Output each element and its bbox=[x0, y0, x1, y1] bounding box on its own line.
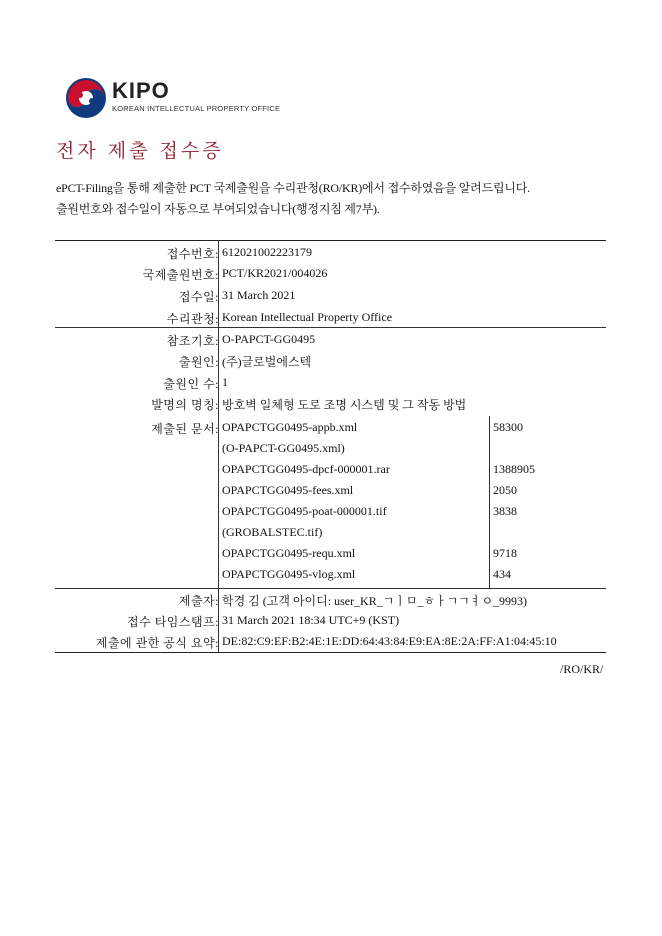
kipo-logo-icon bbox=[66, 78, 106, 118]
document-row bbox=[55, 567, 606, 587]
document-name: OPAPCTGG0495-appb.xml bbox=[222, 420, 358, 434]
document-name: OPAPCTGG0495-vlog.xml bbox=[222, 567, 356, 581]
timestamp-value: 31 March 2021 18:34 UTC+9 (KST) bbox=[222, 613, 400, 627]
timestamp-label: 접수 타임스탬프: bbox=[127, 615, 219, 629]
document-size: 58300 bbox=[493, 420, 523, 434]
document-subname-row bbox=[55, 525, 606, 545]
document-name: OPAPCTGG0495-fees.xml bbox=[222, 483, 354, 497]
submitter-row bbox=[55, 592, 606, 612]
intro-line-2: 출원번호와 접수일이 자동으로 부여되었습니다(행정지침 제7부). bbox=[56, 202, 380, 216]
intl-app-number-value: PCT/KR2021/004026 bbox=[222, 266, 328, 280]
document-row bbox=[55, 420, 606, 440]
applicant-label: 출원인: bbox=[178, 355, 219, 369]
document-name: OPAPCTGG0495-dpcf-000001.rar bbox=[222, 462, 390, 476]
document-subname-row bbox=[55, 441, 606, 461]
intro-text bbox=[56, 178, 530, 220]
document-size: 1388905 bbox=[493, 462, 535, 476]
document-name: OPAPCTGG0495-poat-000001.tif bbox=[222, 504, 387, 518]
reference-row bbox=[55, 332, 606, 352]
receiving-office-value: Korean Intellectual Property Office bbox=[222, 310, 393, 324]
section-2-rule bbox=[55, 588, 606, 589]
receipt-number-label: 접수번호: bbox=[166, 247, 219, 261]
receiving-office-label: 수리관청: bbox=[166, 312, 219, 326]
invention-title-row bbox=[55, 396, 606, 416]
table-top-rule bbox=[55, 240, 606, 241]
logo-text bbox=[112, 80, 280, 113]
logo-name: KIPO bbox=[112, 78, 170, 103]
reference-label: 참조기호: bbox=[166, 334, 219, 348]
document-row bbox=[55, 483, 606, 503]
document-size: 434 bbox=[493, 567, 511, 581]
reference-value: O-PAPCT-GG0495 bbox=[222, 332, 316, 346]
document-name: OPAPCTGG0495-requ.xml bbox=[222, 546, 356, 560]
document-size: 2050 bbox=[493, 483, 517, 497]
applicant-count-label: 출원인 수: bbox=[163, 377, 219, 391]
digest-label: 제출에 관한 공식 요약: bbox=[95, 636, 219, 650]
document-subname: (O-PAPCT-GG0495.xml) bbox=[222, 441, 345, 455]
receipt-date-label: 접수일: bbox=[178, 290, 219, 304]
document-row bbox=[55, 546, 606, 566]
submitter-value: 학경 김 (고객 아이디: user_KR_ㄱㅣㅁ_ㅎㅏㄱㄱㅕㅇ_9993) bbox=[222, 594, 528, 608]
document-subname: (GROBALSTEC.tif) bbox=[222, 525, 323, 539]
receiving-office-row bbox=[55, 310, 606, 330]
intro-line-1: ePCT-Filing을 통해 제출한 PCT 국제출원을 수리관청(RO/KR)에서 접수하였음을 알려드립니다. bbox=[56, 181, 530, 195]
footer-ro-code: /RO/KR/ bbox=[560, 662, 604, 676]
receipt-date-value: 31 March 2021 bbox=[222, 288, 296, 302]
digest-row bbox=[55, 634, 606, 654]
document-row bbox=[55, 462, 606, 482]
logo-subtitle: KOREAN INTELLECTUAL PROPERTY OFFICE bbox=[112, 104, 281, 113]
applicant-row bbox=[55, 353, 606, 373]
receipt-number-row bbox=[55, 245, 606, 265]
digest-value: DE:82:C9:EF:B2:4E:1E:DD:64:43:84:E9:EA:8E:2A:FF:A1:04:45:10 bbox=[222, 634, 557, 648]
intl-app-number-row bbox=[55, 266, 606, 286]
applicant-count-row bbox=[55, 375, 606, 395]
document-row bbox=[55, 504, 606, 524]
receipt-number-value: 612021002223179 bbox=[222, 245, 312, 259]
applicant-count-value: 1 bbox=[222, 375, 228, 389]
receipt-date-row bbox=[55, 288, 606, 308]
document-size: 9718 bbox=[493, 546, 517, 560]
page-title: 전자 제출 접수증 bbox=[56, 140, 224, 162]
timestamp-row bbox=[55, 613, 606, 633]
document-size: 3838 bbox=[493, 504, 517, 518]
documents-label: 제출된 문서: bbox=[151, 422, 219, 436]
submitter-label: 제출자: bbox=[178, 594, 219, 608]
intl-app-number-label: 국제출원번호: bbox=[142, 268, 219, 282]
invention-title-value: 방호벽 일체형 도로 조명 시스템 및 그 작동 방법 bbox=[222, 398, 467, 412]
invention-title-label: 발명의 명칭: bbox=[151, 398, 219, 412]
applicant-value: (주)글로벌에스텍 bbox=[222, 355, 312, 369]
